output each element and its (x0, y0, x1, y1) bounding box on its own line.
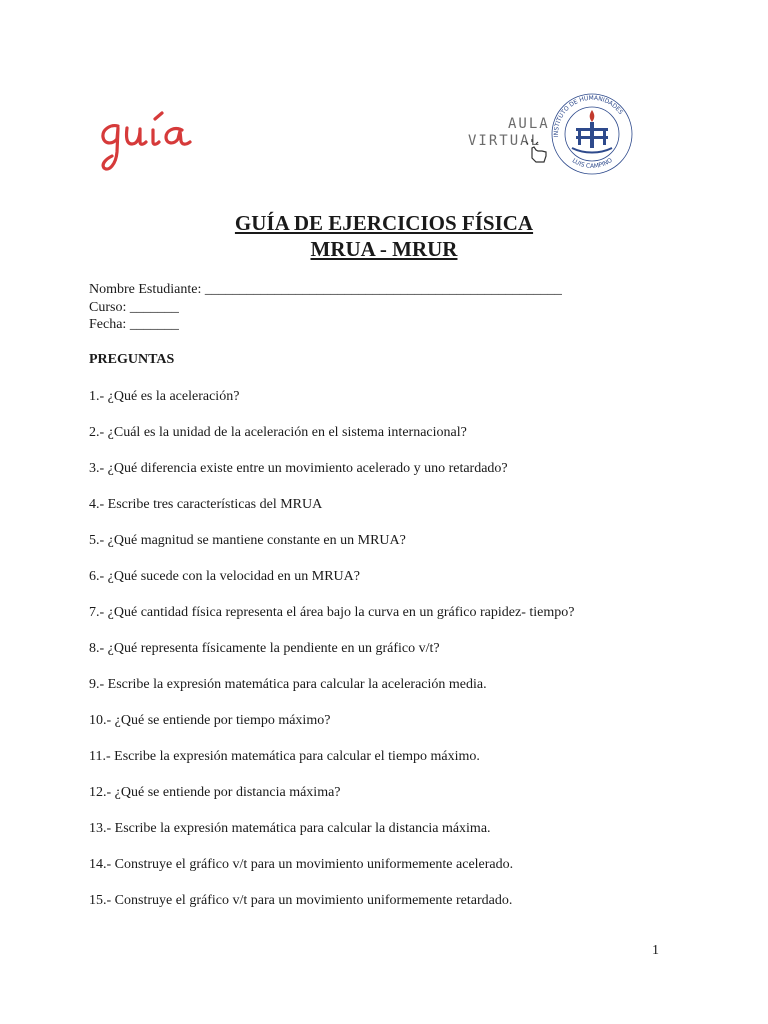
title-line-2: MRUA - MRUR (310, 237, 458, 261)
instituto-seal (552, 94, 632, 174)
question-item: 8.- ¿Qué representa físicamente la pendiente en un gráfico v/t? (89, 641, 440, 656)
question-item: 4.- Escribe tres características del MRUA (89, 497, 323, 512)
guia-logo (98, 104, 214, 176)
svg-text:LUIS CAMPINO: LUIS CAMPINO (570, 156, 614, 170)
question-item: 11.- Escribe la expresión matemática para calcular el tiempo máximo. (89, 749, 480, 764)
svg-text:INSTITUTO DE HUMANIDADES: INSTITUTO DE HUMANIDADES (552, 94, 625, 138)
svg-text:AULA: AULA (508, 116, 550, 132)
aula-virtual-logo (466, 92, 636, 178)
question-item: 13.- Escribe la expresión matemática para calcular la distancia máxima. (89, 821, 491, 836)
question-item: 14.- Construye el gráfico v/t para un movimiento uniformemente acelerado. (89, 857, 514, 872)
curso-field: Curso: _______ (89, 299, 179, 315)
question-item: 1.- ¿Qué es la aceleración? (89, 389, 240, 404)
svg-text:VIRTUAL: VIRTUAL (468, 133, 542, 149)
fecha-field: Fecha: _______ (89, 317, 179, 332)
question-item: 3.- ¿Qué diferencia existe entre un movimiento acelerado y uno retardado? (89, 461, 508, 476)
nombre-estudiante-field: Nombre Estudiante: ___________________________________________________ (89, 282, 562, 297)
question-item: 15.- Construye el gráfico v/t para un movimiento uniformemente retardado. (89, 893, 513, 908)
document-title (0, 210, 768, 262)
question-item: 6.- ¿Qué sucede con la velocidad en un MRUA? (89, 569, 360, 584)
question-item: 2.- ¿Cuál es la unidad de la aceleración en el sistema internacional? (89, 425, 467, 440)
question-item: 12.- ¿Qué se entiende por distancia máxima? (89, 785, 341, 800)
preguntas-heading: PREGUNTAS (89, 352, 175, 367)
title-line-1: GUÍA DE EJERCICIOS FÍSICA (234, 211, 534, 235)
student-info-form (89, 281, 562, 334)
question-item: 9.- Escribe la expresión matemática para calcular la aceleración media. (89, 677, 487, 692)
question-list (89, 388, 574, 928)
question-item: 10.- ¿Qué se entiende por tiempo máximo? (89, 713, 331, 728)
question-item: 5.- ¿Qué magnitud se mantiene constante en un MRUA? (89, 533, 406, 548)
question-item: 7.- ¿Qué cantidad física representa el área bajo la curva en un gráfico rapidez- tiempo? (89, 605, 575, 620)
page-number: 1 (652, 943, 659, 958)
